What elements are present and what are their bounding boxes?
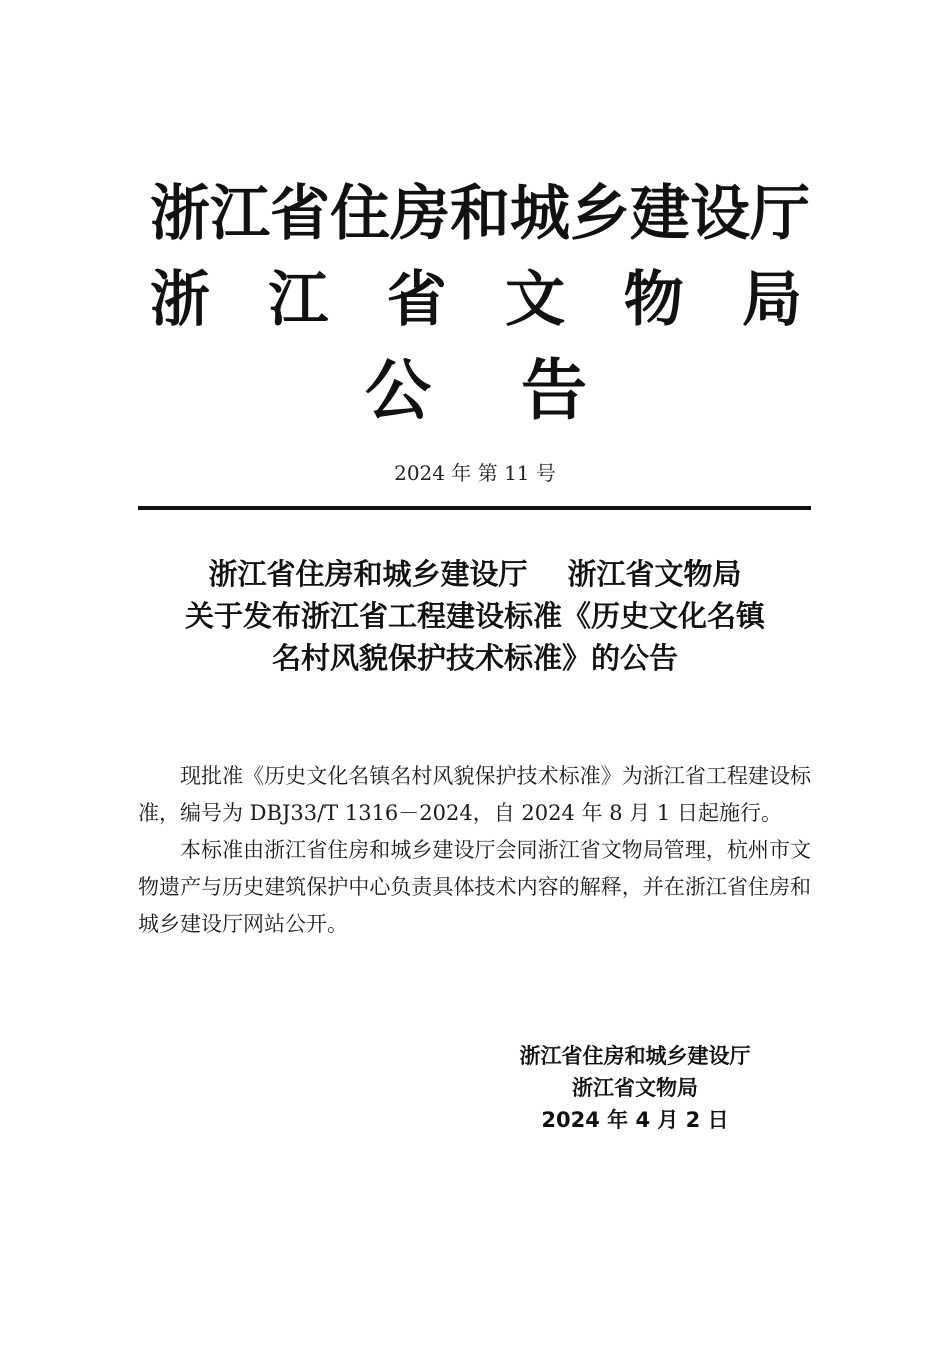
- heading-line-2: 关于发布浙江省工程建设标准《历史文化名镇: [184, 599, 765, 633]
- notice-title-char: 公: [365, 351, 431, 429]
- issuer-char: 乡: [570, 179, 630, 249]
- issuer-char: 住: [330, 179, 390, 249]
- issuer-line-cultural-relics-bureau: [150, 262, 802, 338]
- issuer-char: 设: [690, 179, 750, 249]
- issuer-line-housing-department: [150, 176, 810, 252]
- announcement-body: [138, 758, 811, 943]
- issuer-char: 物: [623, 265, 684, 335]
- issuer-char: 浙: [150, 265, 210, 335]
- notice-title: [365, 350, 587, 430]
- issuer-char: 城: [510, 179, 570, 249]
- heading-issuer-1: 浙江省住房和城乡建设厅: [208, 557, 528, 591]
- issuer-char: 省: [386, 265, 447, 335]
- issuer-char: 省: [270, 179, 330, 249]
- signature-issuer-1: 浙江省住房和城乡建设厅: [519, 1044, 751, 1068]
- signature-block: [470, 1040, 800, 1136]
- issuer-char: 房: [390, 179, 450, 249]
- heading-line-3: 名村风貌保护技术标准》的公告: [271, 641, 678, 675]
- issuer-char: 浙: [150, 179, 210, 249]
- heading-issuer-2: 浙江省文物局: [567, 557, 742, 591]
- issuer-char: 江: [210, 179, 270, 249]
- body-paragraph: 本标准由浙江省住房和城乡建设厅会同浙江省文物局管理，杭州市文物遗产与历史建筑保护中心负责具体技术内容的解释，并在浙江省住房和城乡建设厅网站公开。: [138, 838, 811, 936]
- issuer-char: 江: [268, 265, 329, 335]
- issuer-char: 建: [630, 179, 690, 249]
- body-paragraph: 现批准《历史文化名镇名村风貌保护技术标准》为浙江省工程建设标准，编号为 DBJ33/T 1316－2024，自 2024 年 8 月 1 日起施行。: [138, 764, 811, 825]
- signature-date: 2024 年 4 月 2 日: [541, 1108, 729, 1132]
- issuer-char: 和: [450, 179, 510, 249]
- announcement-heading: [0, 553, 950, 679]
- issuer-char: 厅: [750, 179, 810, 249]
- heading-line-1: [0, 553, 950, 595]
- notice-title-char: 告: [521, 351, 587, 429]
- issuer-char: 文: [505, 265, 566, 335]
- issuer-char: 局: [741, 265, 802, 335]
- signature-issuer-2: 浙江省文物局: [572, 1076, 698, 1100]
- header-divider: [138, 506, 811, 510]
- issue-number: 2024 年 第 11 号: [394, 461, 556, 485]
